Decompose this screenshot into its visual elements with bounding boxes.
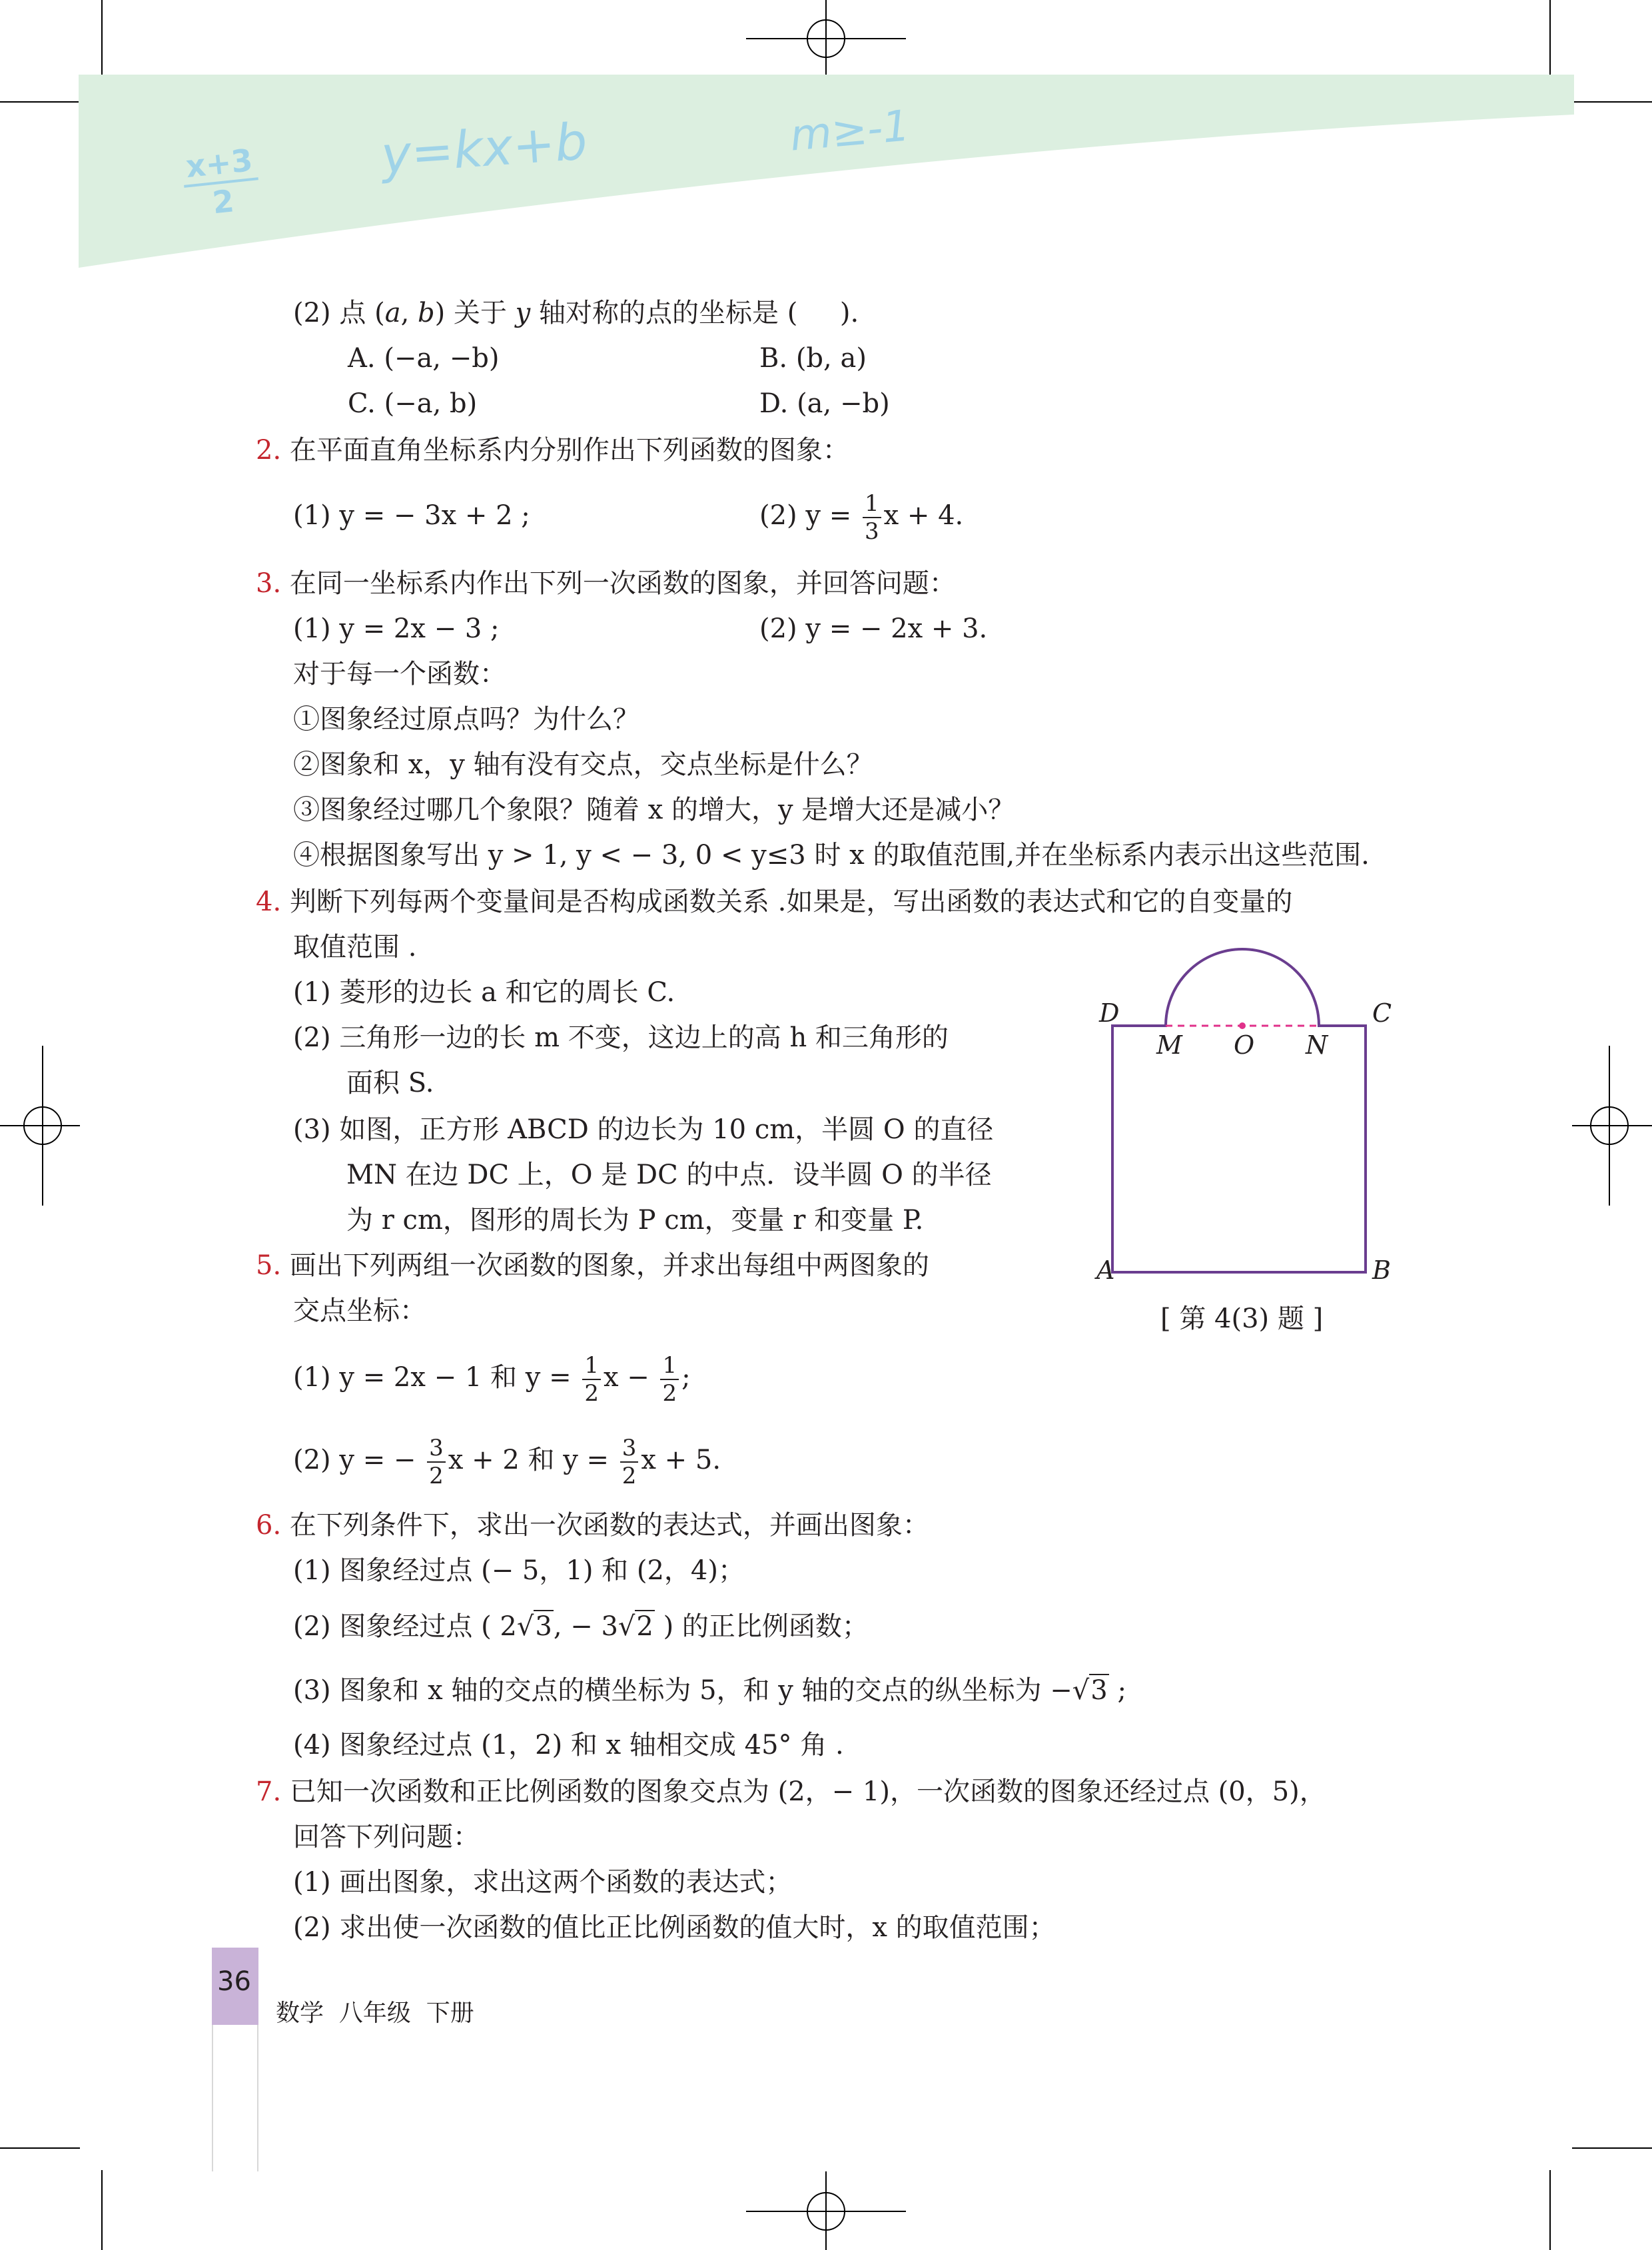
q3-condition-4: ④根据图象写出 y > 1, y < − 3, 0 < y≤3 时 x 的取值范围,并在坐标系内表示出这些范围.: [293, 840, 1370, 871]
q3-condition-3: ③图象经过哪几个象限？随着 x 的增大，y 是增大还是减小？: [293, 795, 1015, 825]
center-point-o: [1239, 1022, 1246, 1029]
q2-part1: (1) y = − 3x + 2 ;: [293, 500, 530, 531]
label-o: O: [1234, 1030, 1255, 1060]
q4-part1: (1) 菱形的边长 a 和它的周长 C.: [293, 977, 675, 1008]
header-formula-inequality: m≥-1: [788, 101, 912, 161]
q2-stem: 2. 在平面直角坐标系内分别作出下列函数的图象：: [256, 435, 849, 466]
q1-option-c: C. (−a, b): [348, 388, 478, 419]
q6-part4: (4) 图象经过点 (1，2) 和 x 轴相交成 45° 角 .: [293, 1730, 844, 1760]
q4-part3-cont-1: MN 在边 DC 上，O 是 DC 的中点．设半圆 O 的半径: [346, 1160, 992, 1190]
q7-number: 7.: [256, 1776, 282, 1807]
q4-part3: (3) 如图，正方形 ABCD 的边长为 10 cm，半圆 O 的直径: [293, 1114, 994, 1145]
q3-part1: (1) y = 2x − 3 ;: [293, 613, 500, 644]
q6-part1: (1) 图象经过点 (− 5，1) 和 (2，4)；: [293, 1555, 745, 1586]
header-formula-linear: y=kx+b: [379, 111, 590, 185]
label-b: B: [1372, 1256, 1391, 1285]
q4-number: 4.: [256, 887, 282, 917]
page-number: 36: [217, 1966, 251, 1997]
q3-prompt: 对于每一个函数：: [293, 659, 506, 689]
q7-stem-cont: 回答下列问题：: [293, 1822, 480, 1852]
q4-part3-cont-2: 为 r cm，图形的周长为 P cm，变量 r 和变量 P.: [346, 1205, 924, 1236]
q6-stem: 6. 在下列条件下，求出一次函数的表达式，并画出图象：: [256, 1510, 929, 1541]
q2-part2: (2) y = $\frac{1}{3}$ x + 4.: [759, 490, 964, 545]
q3-condition-1: ①图象经过原点吗？为什么？: [293, 704, 639, 735]
q6-part2: (2) 图象经过点 ( 2√3, − 3√2 ) 的正比例函数；: [293, 1611, 869, 1642]
figure-outline: [1112, 949, 1366, 1272]
q2-number: 2.: [256, 435, 282, 466]
q3-stem: 3. 在同一坐标系内作出下列一次函数的图象，并回答问题：: [256, 568, 956, 599]
q1-option-a: A. (−a, −b): [348, 343, 500, 374]
q3-part2: (2) y = − 2x + 3.: [759, 613, 988, 644]
q7-part1: (1) 画出图象，求出这两个函数的表达式；: [293, 1867, 793, 1898]
label-a: A: [1096, 1256, 1115, 1285]
q1-part2: (2) 点 (a, b) 关于 y 轴对称的点的坐标是 ( ).: [293, 298, 859, 328]
q1-option-d: D. (a, −b): [759, 388, 890, 419]
q5-stem: 5. 画出下列两组一次函数的图象，并求出每组中两图象的: [256, 1250, 929, 1281]
page-tab-rule: [212, 2025, 258, 2171]
q3-number: 3.: [256, 568, 282, 599]
q5-part2: (2) y = − $\frac{3}{2}$ x + 2 和 y = $\frac{3}{2}$ x + 5.: [293, 1435, 721, 1489]
q3-condition-2: ②图象和 x，y 轴有没有交点，交点坐标是什么？: [293, 749, 873, 780]
q7-part2: (2) 求出使一次函数的值比正比例函数的值大时，x 的取值范围；: [293, 1912, 1056, 1943]
label-d: D: [1099, 998, 1120, 1028]
q4-stem: 4. 判断下列每两个变量间是否构成函数关系 .如果是，写出函数的表达式和它的自变量的: [256, 887, 1293, 917]
label-m: M: [1156, 1030, 1182, 1060]
q7-stem: 7. 已知一次函数和正比例函数的图象交点为 (2，− 1)，一次函数的图象还经过点 (0，5)，: [256, 1776, 1326, 1807]
q4-stem-cont: 取值范围 .: [293, 932, 417, 962]
q6-part3: (3) 图象和 x 轴的交点的横坐标为 5，和 y 轴的交点的纵坐标为 −√3 ;: [293, 1675, 1126, 1706]
square-semicircle-figure: [1079, 939, 1426, 1339]
figure-caption: [ 第 4(3) 题 ]: [1160, 1304, 1324, 1334]
q5-number: 5.: [256, 1250, 282, 1281]
label-c: C: [1372, 998, 1392, 1028]
header-formula-fraction: x+3 2: [180, 141, 262, 223]
q1-option-b: B. (b, a): [759, 343, 867, 374]
book-title: 数学 八年级 下册: [276, 2000, 474, 2027]
header-band: [79, 75, 1574, 274]
q6-number: 6.: [256, 1510, 282, 1541]
label-n: N: [1306, 1030, 1328, 1060]
q5-stem-cont: 交点坐标：: [293, 1296, 426, 1326]
q5-part1: (1) y = 2x − 1 和 y = $\frac{1}{2}$ x − $\frac{1}{2}$ ;: [293, 1352, 691, 1407]
q4-part2-cont: 面积 S.: [346, 1068, 434, 1098]
q4-part2: (2) 三角形一边的长 m 不变，这边上的高 h 和三角形的: [293, 1022, 949, 1053]
